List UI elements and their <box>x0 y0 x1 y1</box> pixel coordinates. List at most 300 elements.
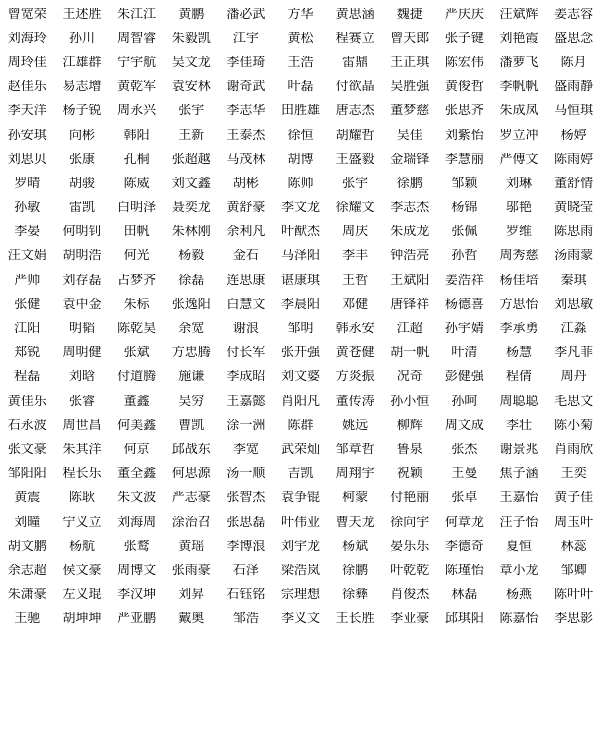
name-cell: 李博浪 <box>226 539 266 553</box>
name-cell: 连思康 <box>226 273 266 287</box>
name-cell: 邹章哲 <box>335 442 375 456</box>
name-cell: 刘晗 <box>68 370 95 384</box>
name-cell: 刘紫怡 <box>444 128 484 142</box>
name-cell: 付长军 <box>226 346 266 360</box>
name-cell: 方华 <box>287 7 314 21</box>
name-cell: 陈月 <box>560 55 587 69</box>
name-cell: 张宇 <box>178 104 205 118</box>
name-cell: 金石 <box>232 249 259 263</box>
name-cell: 邹浩 <box>232 612 259 626</box>
name-cell: 黄舒豪 <box>226 201 266 215</box>
name-cell: 张开强 <box>280 346 320 360</box>
name-cell: 付艳丽 <box>390 491 430 505</box>
name-cell: 陈耿 <box>68 491 95 505</box>
name-row <box>0 244 601 268</box>
name-cell: 叶磊 <box>287 80 314 94</box>
name-cell: 黄震 <box>14 491 41 505</box>
name-cell: 李义文 <box>280 612 320 626</box>
name-cell: 李佳琦 <box>226 55 266 69</box>
name-cell: 张雨豪 <box>171 563 211 577</box>
name-cell: 邓健 <box>342 297 369 311</box>
name-cell: 汤一顺 <box>226 467 266 481</box>
name-cell: 孙呵 <box>451 394 478 408</box>
name-cell: 刘昇 <box>178 588 205 602</box>
name-cell: 张思磊 <box>226 515 266 529</box>
name-cell: 李文龙 <box>280 201 320 215</box>
name-cell: 周玲佳 <box>7 55 47 69</box>
name-cell: 王斌阳 <box>390 273 430 287</box>
name-cell: 陈群 <box>287 418 314 432</box>
name-cell: 刘思贝 <box>7 152 47 166</box>
name-cell: 姜浩祥 <box>444 273 484 287</box>
name-row <box>0 171 601 195</box>
name-cell: 朱成龙 <box>390 225 430 239</box>
name-cell: 方炎振 <box>335 370 375 384</box>
name-row <box>0 389 601 413</box>
name-cell: 汪文娟 <box>7 249 47 263</box>
name-cell: 刘海玲 <box>7 31 47 45</box>
name-cell: 胡耀哲 <box>335 128 375 142</box>
name-cell: 曹凯 <box>178 418 205 432</box>
name-cell: 胡一帆 <box>390 346 430 360</box>
name-cell: 张文豪 <box>7 442 47 456</box>
name-cell: 周秀慈 <box>499 249 539 263</box>
name-cell: 张佩 <box>451 225 478 239</box>
name-cell: 李壮 <box>506 418 533 432</box>
name-cell: 江雄群 <box>62 55 102 69</box>
name-cell: 雷凯 <box>68 201 95 215</box>
name-cell: 方思怡 <box>499 297 539 311</box>
name-cell: 潘必武 <box>226 7 266 21</box>
name-cell: 柳辉 <box>396 418 423 432</box>
name-cell: 肖俊杰 <box>390 588 430 602</box>
name-cell: 邱战东 <box>171 442 211 456</box>
name-cell: 林蕊 <box>560 539 587 553</box>
name-row <box>0 268 601 292</box>
name-cell: 陈乾昊 <box>117 322 157 336</box>
name-cell: 张逸阳 <box>171 297 211 311</box>
name-cell: 严帅 <box>14 273 41 287</box>
name-cell: 陈威 <box>123 176 150 190</box>
name-cell: 李志华 <box>226 104 266 118</box>
name-cell: 韩阳 <box>123 128 150 142</box>
name-cell: 罗立冲 <box>499 128 539 142</box>
name-cell: 张子键 <box>444 31 484 45</box>
name-cell: 王哲 <box>342 273 369 287</box>
name-cell: 王曼 <box>451 467 478 481</box>
name-cell: 李志杰 <box>390 201 430 215</box>
name-cell: 刘思敏 <box>554 297 594 311</box>
name-cell: 余宽 <box>178 322 205 336</box>
name-cell: 杨德喜 <box>444 297 484 311</box>
name-cell: 周世昌 <box>62 418 102 432</box>
name-cell: 何明钊 <box>62 225 102 239</box>
name-row <box>0 50 601 74</box>
name-cell: 侯文豪 <box>62 563 102 577</box>
name-cell: 李凡菲 <box>554 346 594 360</box>
name-row <box>0 437 601 461</box>
name-cell: 易志增 <box>62 80 102 94</box>
name-cell: 彭健强 <box>444 370 484 384</box>
name-cell: 黄晓莹 <box>554 201 594 215</box>
name-cell: 胡文鹏 <box>7 539 47 553</box>
name-cell: 严庆庆 <box>444 7 484 21</box>
name-cell: 杨燕 <box>506 588 533 602</box>
name-cell: 陈思雨 <box>554 225 594 239</box>
name-cell: 王泰杰 <box>226 128 266 142</box>
name-cell: 聂奕龙 <box>171 201 211 215</box>
name-cell: 孙敏 <box>14 201 41 215</box>
name-cell: 马茂林 <box>226 152 266 166</box>
name-cell: 黄俊哲 <box>444 80 484 94</box>
name-cell: 孙安琪 <box>7 128 47 142</box>
name-cell: 王长胜 <box>335 612 375 626</box>
name-cell: 杨斌 <box>342 539 369 553</box>
name-cell: 叶乾乾 <box>390 563 430 577</box>
name-cell: 晏乐乐 <box>390 539 430 553</box>
name-cell: 孙川 <box>68 31 95 45</box>
name-row <box>0 292 601 316</box>
name-cell: 孙哲 <box>451 249 478 263</box>
name-row <box>0 196 601 220</box>
name-cell: 何光 <box>123 249 150 263</box>
name-cell: 金瑞锋 <box>390 152 430 166</box>
name-cell: 王驰 <box>14 612 41 626</box>
name-cell: 周智睿 <box>117 31 157 45</box>
name-cell: 吴佳 <box>396 128 423 142</box>
name-cell: 黄乾军 <box>117 80 157 94</box>
name-cell: 何京 <box>123 442 150 456</box>
name-cell: 陈雨婷 <box>554 152 594 166</box>
name-cell: 叶清 <box>451 346 478 360</box>
name-cell: 梁浩岚 <box>280 563 320 577</box>
name-cell: 向彬 <box>68 128 95 142</box>
name-cell: 徐鹏 <box>396 176 423 190</box>
name-cell: 周博文 <box>117 563 157 577</box>
name-cell: 朱标 <box>123 297 150 311</box>
name-cell: 王奕 <box>560 467 587 481</box>
name-cell: 陈宏伟 <box>444 55 484 69</box>
name-cell: 李汉坤 <box>117 588 157 602</box>
name-cell: 姜志容 <box>554 7 594 21</box>
name-cell: 况奇 <box>396 370 423 384</box>
name-cell: 董鑫 <box>123 394 150 408</box>
name-cell: 徐彝 <box>342 588 369 602</box>
name-cell: 宁宇航 <box>117 55 157 69</box>
name-row <box>0 341 601 365</box>
name-cell: 钟浩亮 <box>390 249 430 263</box>
name-cell: 张卓 <box>451 491 478 505</box>
name-cell: 刘曈 <box>14 515 41 529</box>
name-cell: 吴穷 <box>178 394 205 408</box>
name-cell: 石钰铭 <box>226 588 266 602</box>
name-cell: 付道腾 <box>117 370 157 384</box>
name-cell: 刘艳霞 <box>499 31 539 45</box>
name-cell: 罗维 <box>506 225 533 239</box>
name-cell: 胡骏 <box>68 176 95 190</box>
name-cell: 方忠腾 <box>171 346 211 360</box>
name-cell: 李天洋 <box>7 104 47 118</box>
name-cell: 韩永安 <box>335 322 375 336</box>
name-cell: 曾天郎 <box>390 31 430 45</box>
name-row <box>0 2 601 26</box>
name-cell: 严志豪 <box>171 491 211 505</box>
name-cell: 王嘉怡 <box>499 491 539 505</box>
name-row <box>0 316 601 340</box>
name-cell: 罗晴 <box>14 176 41 190</box>
name-cell: 朱其洋 <box>62 442 102 456</box>
name-cell: 田胜雄 <box>280 104 320 118</box>
name-cell: 施谦 <box>178 370 205 384</box>
name-cell: 胡坤坤 <box>62 612 102 626</box>
name-cell: 黄佳乐 <box>7 394 47 408</box>
name-cell: 周翔宇 <box>335 467 375 481</box>
name-cell: 胡博 <box>287 152 314 166</box>
name-cell: 朱林刚 <box>171 225 211 239</box>
name-cell: 雷鼎 <box>342 55 369 69</box>
name-cell: 陈瑾怡 <box>444 563 484 577</box>
name-cell: 姚远 <box>342 418 369 432</box>
name-cell: 石泽 <box>232 563 259 577</box>
name-row <box>0 26 601 50</box>
name-cell: 陈帅 <box>287 176 314 190</box>
name-cell: 张杰 <box>451 442 478 456</box>
name-row <box>0 413 601 437</box>
name-cell: 刘文鑫 <box>171 176 211 190</box>
name-cell: 邹卿 <box>560 563 587 577</box>
name-cell: 徐磊 <box>178 273 205 287</box>
name-cell: 朱成凤 <box>499 104 539 118</box>
name-cell: 谢浪 <box>232 322 259 336</box>
name-cell: 杨航 <box>68 539 95 553</box>
name-cell: 吴文龙 <box>171 55 211 69</box>
name-cell: 胡彬 <box>232 176 259 190</box>
name-cell: 周庆 <box>342 225 369 239</box>
name-cell: 周聪聪 <box>499 394 539 408</box>
name-cell: 谢景兆 <box>499 442 539 456</box>
name-cell: 黄鹏 <box>178 7 205 21</box>
name-cell: 李成昭 <box>226 370 266 384</box>
name-cell: 张超越 <box>171 152 211 166</box>
name-cell: 曾宽荣 <box>7 7 47 21</box>
name-cell: 徐向宇 <box>390 515 430 529</box>
name-cell: 王嘉懿 <box>226 394 266 408</box>
name-row <box>0 99 601 123</box>
name-cell: 严亚鹏 <box>117 612 157 626</box>
name-cell: 焦子涵 <box>499 467 539 481</box>
name-cell: 柯蒙 <box>342 491 369 505</box>
name-row <box>0 583 601 607</box>
name-cell: 秦琪 <box>560 273 587 287</box>
name-cell: 张健 <box>14 297 41 311</box>
name-cell: 严傅文 <box>499 152 539 166</box>
name-cell: 唐志杰 <box>335 104 375 118</box>
name-cell: 董舒情 <box>554 176 594 190</box>
name-row <box>0 558 601 582</box>
name-row <box>0 486 601 510</box>
name-cell: 杨佳培 <box>499 273 539 287</box>
name-cell: 曹天龙 <box>335 515 375 529</box>
name-row <box>0 220 601 244</box>
name-cell: 汪斌辉 <box>499 7 539 21</box>
name-cell: 何思源 <box>171 467 211 481</box>
name-row <box>0 462 601 486</box>
name-cell: 何美鑫 <box>117 418 157 432</box>
name-cell: 袁安林 <box>171 80 211 94</box>
name-cell: 杨毅 <box>178 249 205 263</box>
name-cell: 王正琪 <box>390 55 430 69</box>
name-cell: 石永波 <box>7 418 47 432</box>
name-cell: 周文成 <box>444 418 484 432</box>
name-cell: 董传涛 <box>335 394 375 408</box>
name-cell: 王盛毅 <box>335 152 375 166</box>
name-cell: 李德奇 <box>444 539 484 553</box>
name-cell: 张康 <box>68 152 95 166</box>
name-cell: 谢奇武 <box>226 80 266 94</box>
name-cell: 杨慧 <box>506 346 533 360</box>
name-cell: 王浩 <box>287 55 314 69</box>
name-cell: 李思影 <box>554 612 594 626</box>
name-cell: 邹明 <box>287 322 314 336</box>
name-row <box>0 365 601 389</box>
name-cell: 占梦齐 <box>117 273 157 287</box>
name-cell: 李承勇 <box>499 322 539 336</box>
name-cell: 武荣灿 <box>280 442 320 456</box>
name-cell: 余志超 <box>7 563 47 577</box>
name-cell: 袁中金 <box>62 297 102 311</box>
name-cell: 叶猷杰 <box>280 225 320 239</box>
name-cell: 涂一洲 <box>226 418 266 432</box>
name-cell: 董全鑫 <box>117 467 157 481</box>
name-cell: 朱毅凯 <box>171 31 211 45</box>
name-row <box>0 147 601 171</box>
name-cell: 李慧丽 <box>444 152 484 166</box>
name-cell: 张斌 <box>123 346 150 360</box>
name-cell: 张思齐 <box>444 104 484 118</box>
name-cell: 明韬 <box>68 322 95 336</box>
name-cell: 刘宇龙 <box>280 539 320 553</box>
name-cell: 刘文婆 <box>280 370 320 384</box>
name-cell: 谌康琪 <box>280 273 320 287</box>
name-cell: 邬艳 <box>506 201 533 215</box>
name-cell: 朱江江 <box>117 7 157 21</box>
name-cell: 田帆 <box>123 225 150 239</box>
name-cell: 付欲晶 <box>335 80 375 94</box>
name-cell: 白慧文 <box>226 297 266 311</box>
name-cell: 李帆帆 <box>499 80 539 94</box>
name-cell: 夏恒 <box>506 539 533 553</box>
name-cell: 肖雨欣 <box>554 442 594 456</box>
name-cell: 张睿 <box>68 394 95 408</box>
name-cell: 刘海周 <box>117 515 157 529</box>
name-cell: 马泽阳 <box>280 249 320 263</box>
name-cell: 戴奥 <box>178 612 205 626</box>
name-cell: 肖阳凡 <box>280 394 320 408</box>
name-cell: 魏捷 <box>396 7 423 21</box>
name-cell: 周丹 <box>560 370 587 384</box>
name-cell: 徐恒 <box>287 128 314 142</box>
name-cell: 黄松 <box>287 31 314 45</box>
name-cell: 周玉叶 <box>554 515 594 529</box>
name-cell: 白明泽 <box>117 201 157 215</box>
name-cell: 张智杰 <box>226 491 266 505</box>
name-cell: 江淼 <box>560 322 587 336</box>
name-cell: 吴胜强 <box>390 80 430 94</box>
name-cell: 唐锋祥 <box>390 297 430 311</box>
name-cell: 祝颖 <box>396 467 423 481</box>
name-cell: 周永兴 <box>117 104 157 118</box>
name-cell: 涂治召 <box>171 515 211 529</box>
name-cell: 毛思文 <box>554 394 594 408</box>
name-cell: 黄子佳 <box>554 491 594 505</box>
name-cell: 张鹜 <box>123 539 150 553</box>
name-cell: 徐耀文 <box>335 201 375 215</box>
name-cell: 马恒琪 <box>554 104 594 118</box>
name-cell: 程赛立 <box>335 31 375 45</box>
name-row <box>0 607 601 631</box>
name-row <box>0 534 601 558</box>
name-cell: 陈叶叶 <box>554 588 594 602</box>
name-cell: 王述胜 <box>62 7 102 21</box>
name-cell: 江阳 <box>14 322 41 336</box>
name-cell: 邱琪阳 <box>444 612 484 626</box>
name-cell: 杨婷 <box>560 128 587 142</box>
name-cell: 左义琨 <box>62 588 102 602</box>
name-cell: 宁义立 <box>62 515 102 529</box>
name-cell: 潘萝飞 <box>499 55 539 69</box>
name-cell: 李丰 <box>342 249 369 263</box>
name-cell: 孙宇婧 <box>444 322 484 336</box>
name-cell: 程长乐 <box>62 467 102 481</box>
name-cell: 赵佳乐 <box>7 80 47 94</box>
name-cell: 孙小恒 <box>390 394 430 408</box>
name-cell: 王新 <box>178 128 205 142</box>
name-cell: 李晏 <box>14 225 41 239</box>
name-cell: 江超 <box>396 322 423 336</box>
name-cell: 郑锐 <box>14 346 41 360</box>
name-cell: 盛雨静 <box>554 80 594 94</box>
name-cell: 徐鹏 <box>342 563 369 577</box>
name-cell: 邹颖 <box>451 176 478 190</box>
name-cell: 何章龙 <box>444 515 484 529</box>
name-row <box>0 123 601 147</box>
name-cell: 程倩 <box>506 370 533 384</box>
name-cell: 张宇 <box>342 176 369 190</box>
name-cell: 汪子怡 <box>499 515 539 529</box>
name-cell: 章小龙 <box>499 563 539 577</box>
name-cell: 李宽 <box>232 442 259 456</box>
name-cell: 鲁泉 <box>396 442 423 456</box>
name-cell: 袁争锟 <box>280 491 320 505</box>
name-cell: 叶伟业 <box>280 515 320 529</box>
name-cell: 杨锦 <box>451 201 478 215</box>
name-cell: 宗理想 <box>280 588 320 602</box>
name-cell: 陈嘉怡 <box>499 612 539 626</box>
name-cell: 江宇 <box>232 31 259 45</box>
name-cell: 董梦慈 <box>390 104 430 118</box>
name-cell: 盛思念 <box>554 31 594 45</box>
name-cell: 李业豪 <box>390 612 430 626</box>
name-cell: 杨子锐 <box>62 104 102 118</box>
name-cell: 李晨阳 <box>280 297 320 311</box>
name-cell: 刘存磊 <box>62 273 102 287</box>
name-cell: 朱文波 <box>117 491 157 505</box>
name-cell: 邹阳阳 <box>7 467 47 481</box>
name-cell: 汤雨蒙 <box>554 249 594 263</box>
name-row <box>0 75 601 99</box>
name-cell: 黄思涵 <box>335 7 375 21</box>
name-cell: 孔桐 <box>123 152 150 166</box>
